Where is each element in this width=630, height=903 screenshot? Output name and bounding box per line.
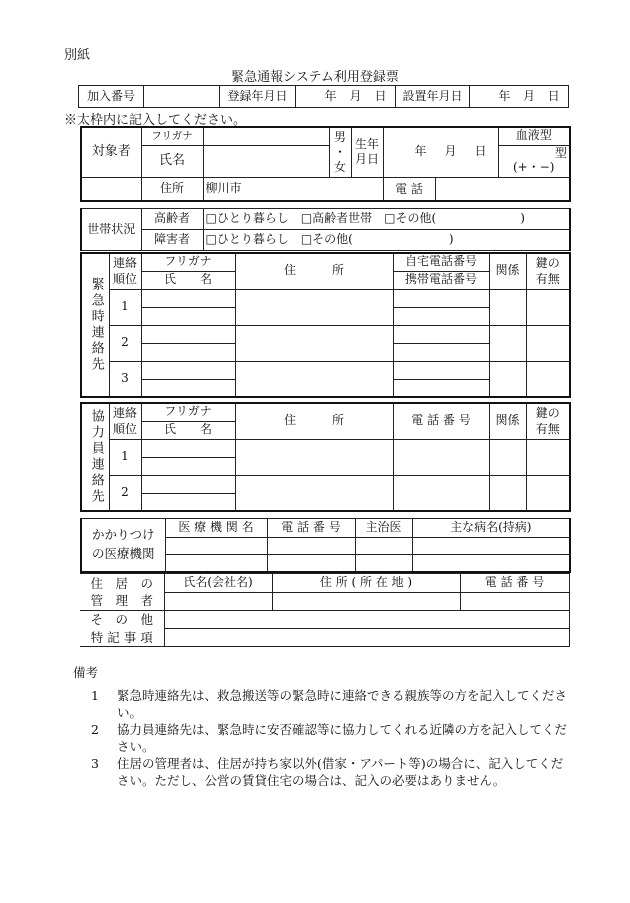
reg-date-label: 登録年月日 xyxy=(220,86,296,108)
cooperator-row-number: 2 xyxy=(109,475,141,511)
cooperator-address-label: 住 所 xyxy=(235,403,393,439)
member-no-label: 加入番号 xyxy=(79,86,144,108)
emergency-home-phone-label: 自宅電話番号 xyxy=(393,253,489,271)
member-no-field[interactable] xyxy=(144,86,220,108)
cooperator-table xyxy=(80,402,571,512)
other-notes-field[interactable] xyxy=(164,629,569,647)
furigana-label: フリガナ xyxy=(141,127,203,145)
emergency-home-phone-field[interactable] xyxy=(393,289,489,307)
emergency-table xyxy=(80,252,571,398)
emergency-order-label: 連絡 順位 xyxy=(109,253,141,289)
blood-type-field[interactable]: 型 (+・−) xyxy=(498,145,570,177)
other-section-label: そ の 他 特 記 事 項 xyxy=(80,611,164,647)
emergency-key-label: 鍵の 有無 xyxy=(526,253,570,289)
emergency-mobile-phone-label: 携帯電話番号 xyxy=(393,271,489,289)
disease-field[interactable] xyxy=(412,538,570,555)
emergency-furigana-label: フリガナ xyxy=(141,253,235,271)
doctor-field[interactable] xyxy=(355,555,412,572)
birth-label: 生年 月日 xyxy=(351,127,383,177)
emergency-furigana-field[interactable] xyxy=(141,289,235,307)
emergency-key-field[interactable] xyxy=(526,289,570,325)
medical-table xyxy=(80,518,571,573)
phone-label: 電 話 xyxy=(384,178,436,200)
cooperator-relation-field[interactable] xyxy=(489,475,526,511)
medical-section-label: かかりつけ の医療機関 xyxy=(81,519,165,572)
medical-phone-label: 電 話 番 号 xyxy=(267,519,355,538)
cooperator-row-number: 1 xyxy=(109,439,141,475)
emergency-key-field[interactable] xyxy=(526,325,570,361)
emergency-mobile-phone-field[interactable] xyxy=(393,343,489,361)
reg-date-field[interactable]: 年 月 日 xyxy=(296,86,396,108)
install-date-label: 設置年月日 xyxy=(396,86,470,108)
emergency-address-field[interactable] xyxy=(235,289,393,325)
subject-section-label: 対象者 xyxy=(81,127,141,177)
manager-section-label: 住 居 の 管 理 者 xyxy=(80,574,164,611)
install-date-field[interactable]: 年 月 日 xyxy=(470,86,569,108)
emergency-mobile-phone-field[interactable] xyxy=(393,307,489,325)
cooperator-furigana-field[interactable] xyxy=(141,475,235,493)
cooperator-key-field[interactable] xyxy=(526,475,570,511)
disease-field[interactable] xyxy=(412,555,570,572)
doctor-label: 主治医 xyxy=(355,519,412,538)
cooperator-order-label: 連絡 順位 xyxy=(109,403,141,439)
notes-heading: 備考 xyxy=(73,665,99,680)
emergency-row-number: 1 xyxy=(109,289,141,325)
emergency-address-field[interactable] xyxy=(235,361,393,397)
blood-type-label: 血液型 xyxy=(498,127,570,145)
cooperator-address-field[interactable] xyxy=(235,439,393,475)
address-label: 住所 xyxy=(141,177,203,201)
sex-female[interactable]: 女 xyxy=(333,159,346,174)
household-section-label: 世帯状況 xyxy=(81,209,141,251)
emergency-key-field[interactable] xyxy=(526,361,570,397)
form-title: 緊急通報システム利用登録票 xyxy=(231,70,399,85)
medical-phone-field[interactable] xyxy=(267,538,355,555)
cooperator-relation-field[interactable] xyxy=(489,439,526,475)
cooperator-relation-label: 関係 xyxy=(489,403,526,439)
medical-institution-label: 医 療 機 関 名 xyxy=(165,519,267,538)
sex-dot: ・ xyxy=(333,144,346,159)
cooperator-name-field[interactable] xyxy=(141,457,235,475)
cooperator-address-field[interactable] xyxy=(235,475,393,511)
cooperator-key-field[interactable] xyxy=(526,439,570,475)
name-field[interactable] xyxy=(203,145,329,177)
emergency-address-label: 住 所 xyxy=(235,253,393,289)
disabled-label: 障害者 xyxy=(141,230,203,251)
emergency-relation-field[interactable] xyxy=(489,289,526,325)
emergency-row-number: 3 xyxy=(109,361,141,397)
emergency-row-number: 2 xyxy=(109,325,141,361)
manager-phone-label: 電 話 番 号 xyxy=(460,574,569,593)
manager-table xyxy=(80,573,570,647)
note-item: 1 緊急時連絡先は、救急搬送等の緊急時に連絡できる親族等の方を記入してください。 xyxy=(91,688,568,720)
disease-label: 主な病名(持病) xyxy=(412,519,570,538)
address-field[interactable]: 柳川市 xyxy=(203,177,383,201)
emergency-mobile-phone-field[interactable] xyxy=(393,379,489,397)
emergency-home-phone-field[interactable] xyxy=(393,325,489,343)
cooperator-phone-field[interactable] xyxy=(393,475,489,511)
manager-address-label: 住 所 ( 所 在 地 ) xyxy=(272,574,460,593)
emergency-name-label: 氏 名 xyxy=(141,271,235,289)
cooperator-name-field[interactable] xyxy=(141,493,235,511)
emergency-relation-label: 関係 xyxy=(489,253,526,289)
name-label: 氏名 xyxy=(141,145,203,177)
elderly-options[interactable]: □ひとり暮らし □高齢者世帯 □その他( ) xyxy=(203,209,570,230)
manager-phone-field[interactable] xyxy=(460,593,569,611)
instruction-text: ※太枠内に記入してください。 xyxy=(64,113,247,128)
emergency-address-field[interactable] xyxy=(235,325,393,361)
disabled-options[interactable]: □ひとり暮らし □その他( ) xyxy=(203,230,570,251)
medical-institution-field[interactable] xyxy=(165,555,267,572)
notes-section xyxy=(73,664,573,789)
household-table xyxy=(80,208,571,251)
emergency-home-phone-field[interactable] xyxy=(393,361,489,379)
emergency-relation-field[interactable] xyxy=(489,325,526,361)
cooperator-key-label: 鍵の 有無 xyxy=(526,403,570,439)
emergency-name-field[interactable] xyxy=(141,343,235,361)
sex-male[interactable]: 男 xyxy=(333,129,346,144)
emergency-name-field[interactable] xyxy=(141,379,235,397)
cooperator-furigana-field[interactable] xyxy=(141,439,235,457)
cooperator-section-label: 協力員連絡先 xyxy=(81,403,109,511)
registration-header-table xyxy=(78,85,569,108)
emergency-relation-field[interactable] xyxy=(489,361,526,397)
manager-address-field[interactable] xyxy=(272,593,460,611)
manager-name-label: 氏名(会社名) xyxy=(164,574,272,593)
attachment-label: 別紙 xyxy=(64,48,91,63)
birth-date-field[interactable]: 年 月 日 xyxy=(383,127,498,177)
cooperator-name-label: 氏 名 xyxy=(141,421,235,439)
note-item: 2 協力員連絡先は、緊急時に安否確認等に協力してくれる近隣の方を記入してください。 xyxy=(91,722,568,754)
sex-selector[interactable] xyxy=(329,127,351,177)
cooperator-furigana-label: フリガナ xyxy=(141,403,235,421)
subject-table xyxy=(80,126,571,202)
emergency-furigana-field[interactable] xyxy=(141,325,235,343)
emergency-section-label: 緊急時連絡先 xyxy=(81,253,109,397)
note-item: 3 住居の管理者は、住居が持ち家以外(借家・アパート等)の場合に、記入してください。ただし、公営の賃貸住宅の場合は、記入の必要はありません。 xyxy=(91,756,564,788)
cooperator-phone-label: 電 話 番 号 xyxy=(393,403,489,439)
emergency-furigana-field[interactable] xyxy=(141,361,235,379)
manager-name-field[interactable] xyxy=(164,593,272,611)
elderly-label: 高齢者 xyxy=(141,209,203,230)
other-notes-field[interactable] xyxy=(164,611,569,629)
medical-institution-field[interactable] xyxy=(165,538,267,555)
emergency-name-field[interactable] xyxy=(141,307,235,325)
doctor-field[interactable] xyxy=(355,538,412,555)
medical-phone-field[interactable] xyxy=(267,555,355,572)
cooperator-phone-field[interactable] xyxy=(393,439,489,475)
furigana-field[interactable] xyxy=(203,127,329,145)
